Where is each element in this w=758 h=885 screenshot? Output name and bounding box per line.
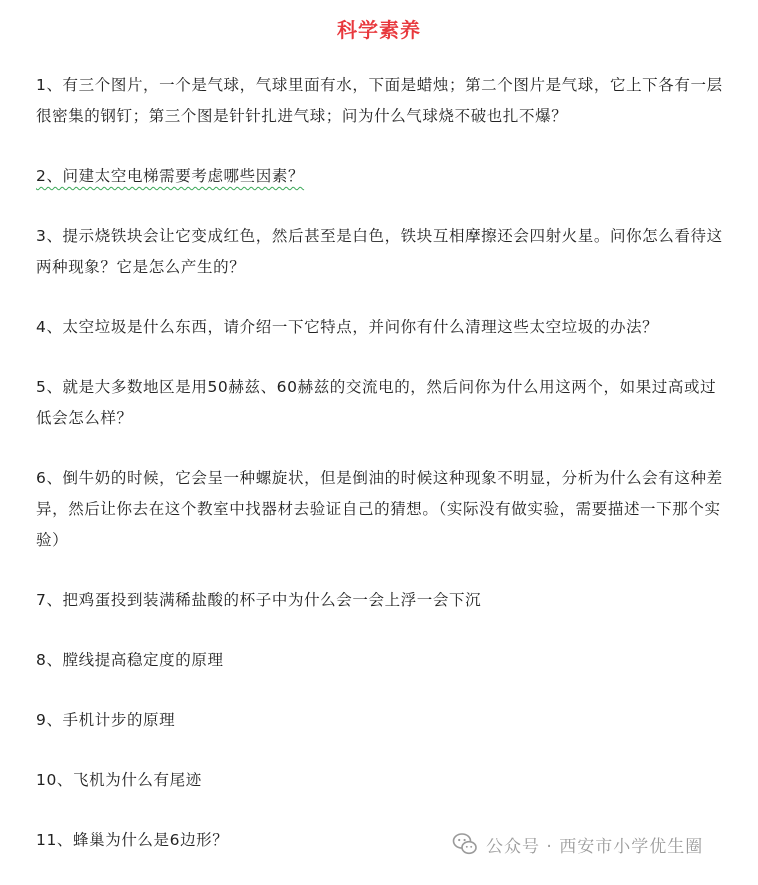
- question-item-11: 11、蜂巢为什么是6边形？: [36, 831, 229, 849]
- question-item-10: 10、飞机为什么有尾迹: [36, 771, 202, 789]
- watermark: [452, 830, 703, 858]
- page-title: 科学素养: [337, 18, 421, 42]
- question-item-7: 7、把鸡蛋投到装满稀盐酸的杯子中为什么会一会上浮一会下沉: [36, 591, 482, 609]
- question-item-3: 3、提示烧铁块会让它变成红色，然后甚至是白色，铁块互相摩擦还会四射火星。问你怎么看待这两种现象？它是怎么产生的？: [36, 227, 723, 276]
- question-item-6: 6、倒牛奶的时候，它会呈一种螺旋状，但是倒油的时候这种现象不明显，分析为什么会有这种差异，然后让你去在这个教室中找器材去验证自己的猜想。（实际没有做实验，需要描述一下那个实验）: [36, 469, 723, 549]
- wechat-icon: [452, 831, 478, 857]
- question-item-9: 9、手机计步的原理: [36, 711, 176, 729]
- watermark-text: 公众号 · 西安市小学优生圈: [486, 836, 704, 857]
- question-item-5: 5、就是大多数地区是用50赫兹、60赫兹的交流电的，然后问你为什么用这两个，如果过高或过低会怎么样？: [36, 378, 717, 427]
- question-item-8: 8、膛线提高稳定度的原理: [36, 651, 224, 669]
- question-item-2: 2、问建太空电梯需要考虑哪些因素？: [36, 167, 305, 185]
- question-list: [36, 70, 726, 885]
- question-item-4: 4、太空垃圾是什么东西，请介绍一下它特点，并问你有什么清理这些太空垃圾的办法？: [36, 318, 659, 336]
- question-item-1: 1、有三个图片，一个是气球，气球里面有水，下面是蜡烛；第二个图片是气球，它上下各有一层很密集的钢钉；第三个图是针针扎进气球；问为什么气球烧不破也扎不爆？: [36, 76, 723, 125]
